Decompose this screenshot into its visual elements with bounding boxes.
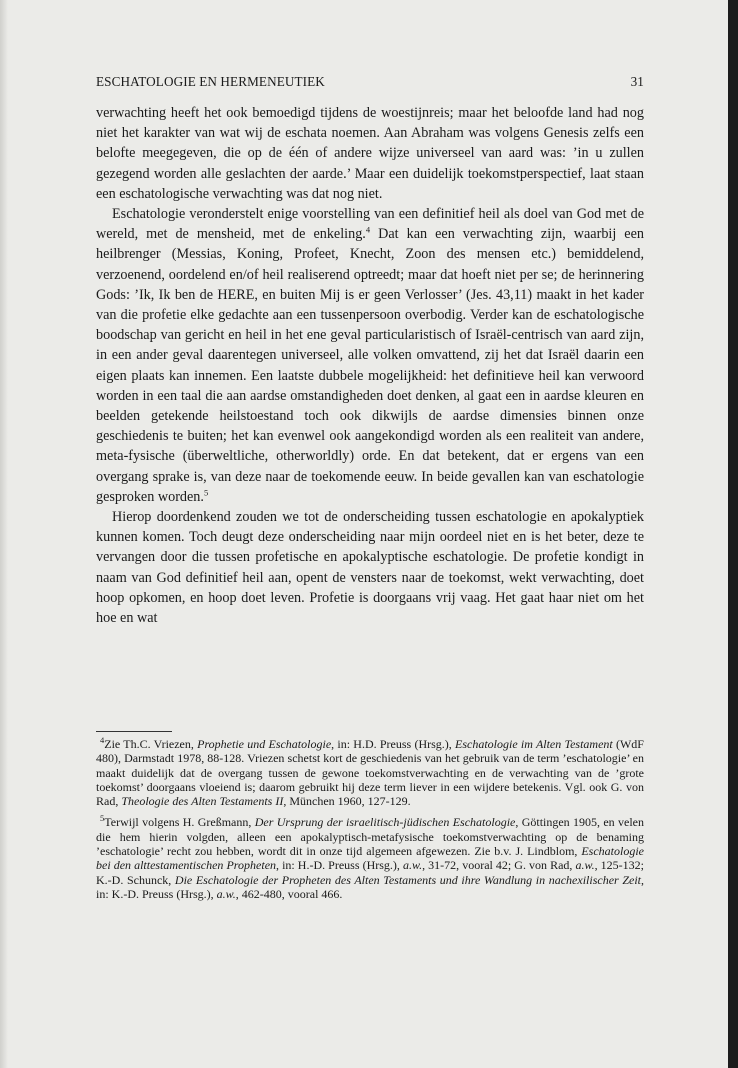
- paragraph-2-part-2: Dat kan een verwachting zijn, waarbij een heilbrenger (Messias, Koning, Profeet, Knecht, Zoon des mensen etc.) bemiddelend, verzoenend, oordelend en/of heil realiserend optreedt; maar dat hoeft niet per se; de herinnering Gods: ’Ik, Ik ben de HERE, en buiten Mij is er geen Verlosser’ (Jes. 43,11) maakt in het kader van die profetie elke gedachte aan een tussenpersoon overbodig. Verder kan de eschatologische boodschap van gericht en heil in het ene geval particularistisch of Israël-centrisch van aard zijn, in een ander geval daarentegen universeel, alle volken omvattend, zij het dat Israël daarin een eigen plaats kan innemen. Een laatste dubbele mogelijkheid: het definitieve heil kan verwoord worden in een taal die aan aardse omstandigheden doet denken, al gaat een in aardse kleuren en beelden getekende heilstoestand toch ook dikwijls de aardse dimensies binnen onze geschiedenis te buiten; het kan evenwel ook aangekondigd worden als een realiteit van andere, meta-fysische (überweltliche, otherworldly) orde. En dat betekent, dat er ergens van een overgang sprake is, van deze naar de toekomende eeuw. In beide gevallen kan van eschatologie gesproken worden.: [96, 226, 644, 505]
- paragraph-1: verwachting heeft het ook bemoedigd tijdens de woestijnreis; maar het beloofde land had nog niet het karakter van wat wij de eschata noemen. Aan Abraham was volgens Genesis zelfs een belofte meegegeven, die op de één of andere wijze universeel van aard was: ’in u zullen gezegend worden alle geslachten der aarde.’ Maar een duidelijk toekomstperspectief, laat staan een eschatologische verwachting was dat nog niet.: [96, 105, 644, 202]
- footnote-ref-4: 4: [365, 224, 371, 235]
- footnote-5-text: , 125-132; K.-D. Schunck,: [96, 858, 644, 887]
- page-number: 31: [630, 74, 644, 89]
- footnote-5: [96, 815, 644, 901]
- footnote-5-title: Der Ursprung der israelitisch-jüdischen Eschatologie: [254, 815, 516, 830]
- footnote-5-text: , 31-72, vooral 42; G. von Rad,: [422, 858, 576, 873]
- footnote-4-title: Prophetie und Eschatologie: [197, 737, 332, 751]
- footnote-5-number: 5: [100, 813, 105, 824]
- main-text: [96, 103, 644, 628]
- footnotes: [96, 737, 644, 908]
- footnote-5-title: a.w.: [402, 858, 423, 873]
- footnote-4: [96, 737, 644, 808]
- footnote-5-title: Eschatologie bei den alttestamentischen Propheten: [96, 844, 644, 873]
- paragraph-3: Hierop doordenkend zouden we tot de onderscheiding tussen eschatologie en apokalyptiek kunnen komen. Toch deugt deze onderscheiding naar mijn oordeel niet en is het beter, deze te vervangen door die tussen profetische en apokalyptische eschatologie. De profetie kondigt in naam van God definitief heil aan, opent de vensters naar de toekomst, wekt verwachting, doet hoop opkomen, en hoop doet leven. Profetie is doorgaans vrij vaag. Het gaat haar niet om het hoe en wat: [96, 509, 644, 627]
- footnote-ref-5: 5: [203, 487, 209, 498]
- page-right-edge: [728, 0, 738, 1068]
- footnote-4-text: , in: H.D. Preuss (Hrsg.),: [331, 737, 456, 751]
- paragraph-2: [96, 204, 644, 507]
- footnote-5-title: a.w.: [216, 886, 236, 901]
- footnote-5-title: Die Eschatologie der Propheten des Alten Testaments und ihre Wandlung in nachexilischer Zeit: [174, 872, 642, 887]
- footnote-4-text: (WdF 480), Darmstadt 1978, 88-128. Vriezen schetst kort de geschiedenis van het gebruik van de term ’eschatologie’ en maakt duidelijk dat de overgang tussen de gewone toekomstverwachting en de verwachting van de ’grote toekomst’ doorgaans vloeiend is; daarom gebruikt hij deze term liever in een wijdere betekenis. Vgl. ook G. von Rad,: [96, 737, 644, 809]
- footnote-divider: [96, 731, 172, 732]
- footnote-4-number: 4: [100, 735, 105, 745]
- footnote-5-title: a.w.: [575, 858, 595, 873]
- running-title: ESCHATOLOGIE EN HERMENEUTIEK: [96, 74, 325, 89]
- footnote-5-text: , in: H.-D. Preuss (Hrsg.),: [276, 858, 403, 873]
- footnote-5-text: , in: K.-D. Preuss (Hrsg.),: [96, 872, 645, 901]
- footnote-5-text: Terwijl volgens H. Greßmann,: [104, 815, 255, 830]
- footnote-4-title: Theologie des Alten Testaments II: [121, 794, 284, 809]
- running-header: [96, 74, 644, 90]
- page-left-shadow: [0, 0, 8, 1068]
- paragraph-2-part-1: Eschatologie veronderstelt enige voorstelling van een definitief heil als doel van God met de wereld, met de mensheid, met de enkeling.: [96, 206, 644, 243]
- footnote-4-title: Eschatologie im Alten Testament: [455, 737, 613, 751]
- footnote-5-text: , 462-480, vooral 466.: [235, 886, 343, 901]
- footnote-5-text: , Göttingen 1905, en velen die hem hierin volgden, alleen een apokalyptisch-metafysische toekomstverwachting op de benaming ’eschatologie’ recht zou hebben, wordt dit in onze tijd algemeen afgewezen. Zie b.v. J. Lindblom,: [96, 815, 644, 859]
- footnote-4-text: , München 1960, 127-129.: [283, 794, 411, 809]
- footnote-4-text: Zie Th.C. Vriezen,: [104, 737, 198, 751]
